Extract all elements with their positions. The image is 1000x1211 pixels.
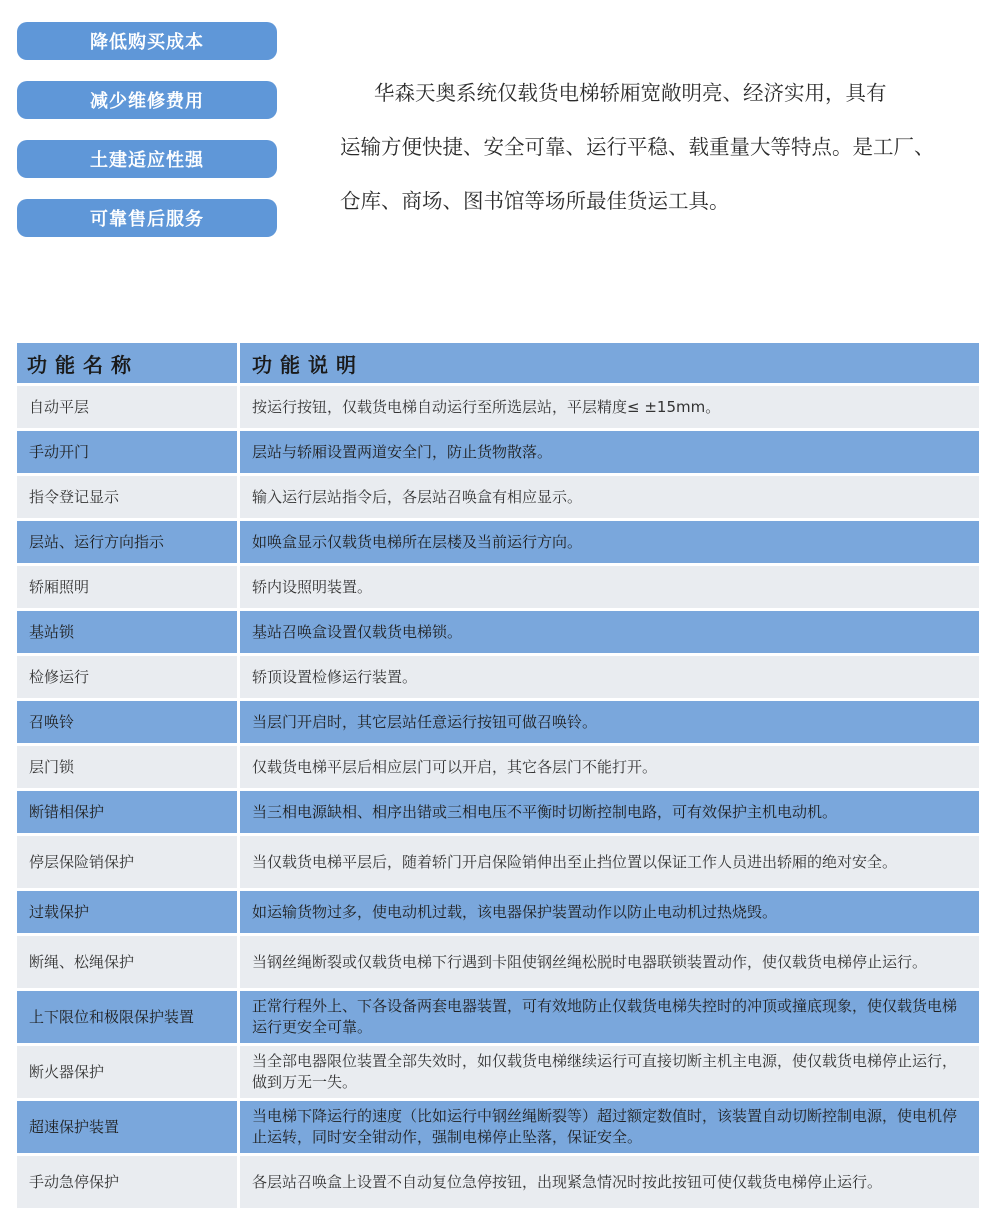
feature-description: 基站召唤盒设置仅载货电梯锁。: [237, 611, 979, 653]
advantage-pill: 减少维修费用: [17, 81, 277, 119]
feature-description: 轿内设照明装置。: [237, 566, 979, 608]
feature-description: 如运输货物过多，使电动机过载，该电器保护装置动作以防止电动机过热烧毁。: [237, 891, 979, 933]
intro-paragraph: [340, 66, 990, 228]
feature-table: [17, 340, 979, 1211]
table-row: [17, 891, 979, 933]
table-row: [17, 566, 979, 608]
feature-name: 轿厢照明: [17, 566, 237, 608]
advantage-list: [17, 22, 277, 258]
table-row: [17, 1156, 979, 1208]
table-row: [17, 476, 979, 518]
feature-name: 检修运行: [17, 656, 237, 698]
feature-name: 断错相保护: [17, 791, 237, 833]
feature-description: 正常行程外上、下各设备两套电器装置，可有效地防止仅载货电梯失控时的冲顶或撞底现象，使仅载货电梯运行更安全可靠。: [237, 991, 979, 1043]
advantage-pill: 降低购买成本: [17, 22, 277, 60]
table-row: [17, 701, 979, 743]
feature-description: 各层站召唤盒上设置不自动复位急停按钮，出现紧急情况时按此按钮可使仅载货电梯停止运行。: [237, 1156, 979, 1208]
feature-description: 如唤盒显示仅载货电梯所在层楼及当前运行方向。: [237, 521, 979, 563]
table-row: [17, 936, 979, 988]
table-row: [17, 521, 979, 563]
feature-name: 指令登记显示: [17, 476, 237, 518]
feature-name: 过载保护: [17, 891, 237, 933]
feature-name: 自动平层: [17, 386, 237, 428]
feature-name: 手动急停保护: [17, 1156, 237, 1208]
feature-name: 层站、运行方向指示: [17, 521, 237, 563]
table-row: [17, 1101, 979, 1153]
intro-line: 仓库、商场、图书馆等场所最佳货运工具。: [340, 189, 730, 213]
header-feature-description: 功能说明: [237, 343, 979, 383]
header-feature-name: 功能名称: [17, 343, 237, 383]
feature-name: 上下限位和极限保护装置: [17, 991, 237, 1043]
feature-description: 层站与轿厢设置两道安全门，防止货物散落。: [237, 431, 979, 473]
feature-description: 当电梯下降运行的速度（比如运行中钢丝绳断裂等）超过额定数值时，该装置自动切断控制电源，使电机停止运转，同时安全钳动作，强制电梯停止坠落，保证安全。: [237, 1101, 979, 1153]
feature-name: 基站锁: [17, 611, 237, 653]
table-row: [17, 1046, 979, 1098]
feature-name: 停层保险销保护: [17, 836, 237, 888]
table-row: [17, 431, 979, 473]
advantage-pill: 土建适应性强: [17, 140, 277, 178]
advantage-pill: 可靠售后服务: [17, 199, 277, 237]
feature-description: 当仅载货电梯平层后，随着轿门开启保险销伸出至止挡位置以保证工作人员进出轿厢的绝对安全。: [237, 836, 979, 888]
feature-name: 召唤铃: [17, 701, 237, 743]
feature-name: 手动开门: [17, 431, 237, 473]
feature-description: 仅载货电梯平层后相应层门可以开启，其它各层门不能打开。: [237, 746, 979, 788]
intro-line: 华森天奥系统仅载货电梯轿厢宽敞明亮、经济实用，具有: [374, 81, 887, 105]
table-row: [17, 611, 979, 653]
feature-name: 断绳、松绳保护: [17, 936, 237, 988]
feature-description: 按运行按钮，仅载货电梯自动运行至所选层站，平层精度≤ ±15mm。: [237, 386, 979, 428]
feature-name: 层门锁: [17, 746, 237, 788]
feature-name: 超速保护装置: [17, 1101, 237, 1153]
intro-line: 运输方便快捷、安全可靠、运行平稳、载重量大等特点。是工厂、: [340, 135, 935, 159]
table-row: [17, 386, 979, 428]
feature-description: 当钢丝绳断裂或仅载货电梯下行遇到卡阻使钢丝绳松脱时电器联锁装置动作，使仅载货电梯停止运行。: [237, 936, 979, 988]
feature-description: 当层门开启时，其它层站任意运行按钮可做召唤铃。: [237, 701, 979, 743]
feature-description: 轿顶设置检修运行装置。: [237, 656, 979, 698]
feature-description: 输入运行层站指令后，各层站召唤盒有相应显示。: [237, 476, 979, 518]
table-row: [17, 656, 979, 698]
table-row: [17, 791, 979, 833]
table-row: [17, 746, 979, 788]
feature-description: 当三相电源缺相、相序出错或三相电压不平衡时切断控制电路，可有效保护主机电动机。: [237, 791, 979, 833]
feature-description: 当全部电器限位装置全部失效时，如仅载货电梯继续运行可直接切断主机主电源，使仅载货电梯停止运行，做到万无一失。: [237, 1046, 979, 1098]
feature-name: 断火器保护: [17, 1046, 237, 1098]
table-row: [17, 836, 979, 888]
table-row: [17, 991, 979, 1043]
table-header-row: [17, 343, 979, 383]
